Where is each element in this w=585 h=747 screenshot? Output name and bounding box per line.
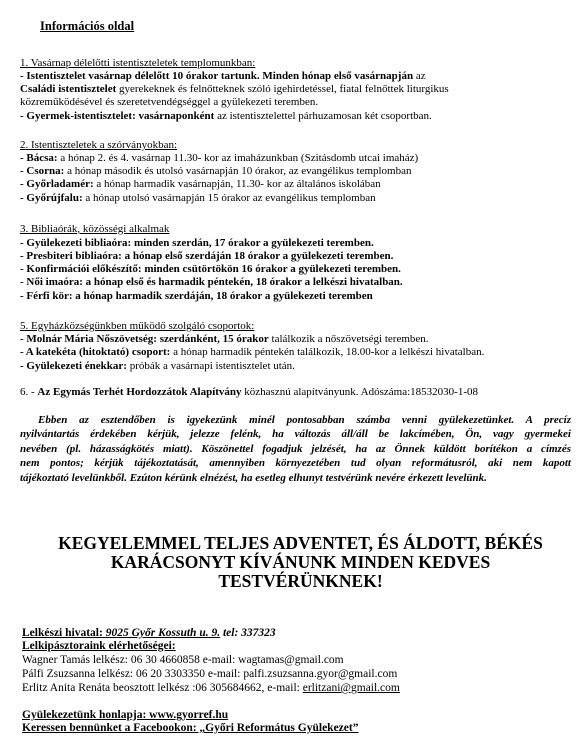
section-5-heading: 5. Egyházközségünkben működő szolgáló csoportok: (20, 320, 255, 332)
section-1-heading: 1. Vasárnap délelőtti istentiszteletek templomunkban: (20, 57, 256, 69)
group-name: - Gyülekezeti énekkar: (20, 360, 127, 372)
family-service-label: Családi istentisztelet (20, 83, 117, 95)
diaspora-text: a hónap harmadik vasárnapján, 11.30- kor az általános iskolában (93, 178, 381, 190)
group-text: a hónap harmadik péntekén találkozik, 18.00-kor a lelkészi hivatalban. (170, 346, 485, 358)
foundation-tax-number: közhasznú alapítványunk. Adószáma:18532030-1-08 (241, 386, 478, 398)
office-address: 9025 Győr Kossuth u. 9. (102, 627, 221, 639)
notice-line: nem pontos; kérjük tájékoztatását, amennyiben környezetében tud olyan reformátusról, aki nem kapott (20, 457, 571, 469)
pastor-contact: Wagner Tamás lelkész: 06 30 4660858 e-mail: wagtamas@gmail.com (22, 654, 344, 666)
notice-line: nevében (pl. házasságkötés miatt). Köszönettel fogadjuk jelzését, ha az Önnek küldött borítékon a címzés (20, 443, 571, 455)
office-label: Lelkészi hivatal: (22, 627, 103, 639)
diaspora-item (20, 152, 571, 164)
foundation-line (20, 386, 571, 398)
pastor-contact: Pálfi Zsuzsanna lelkész: 06 20 3303350 e-mail: palfi.zsuzsanna.gyor@gmail.com (22, 668, 398, 680)
foundation-number: 6. - (20, 386, 38, 398)
diaspora-text: a hónap utolsó vasárnapján 15 órakor az evangélikus templomban (82, 192, 376, 204)
diaspora-item (20, 192, 571, 204)
greeting-line-2: KARÁCSONYT KÍVÁNUNK MINDEN KEDVES (110, 552, 491, 572)
section-1-line-3: közreműködésével és szeretetvendégséggel a gyülekezeti teremben. (20, 96, 319, 108)
section-1-line-2 (20, 83, 571, 95)
notice-line: nyilvántartás érdekében kérjük, jelezze felénk, ha változás áll/áll be lakcímében, Ön, vagy gyermekei (20, 428, 571, 440)
section-3-heading: 3. Bibliaórák, közösségi alkalmak (20, 223, 170, 235)
group-name: - A katekéta (hitoktató) csoport: (20, 346, 171, 358)
diaspora-place: - Bácsa: (20, 152, 58, 164)
section-1-line-4 (20, 110, 571, 122)
bible-study-item: - Konfirmációi előkészítő: minden csütörtökön 16 órakor a gyülekezeti teremben. (20, 263, 401, 275)
diaspora-place: - Csorna: (20, 165, 65, 177)
bible-study-item: - Presbiteri bibliaóra: a hónap első szerdáján 18 órakor a gyülekezeti teremben. (20, 250, 394, 262)
section-1-text-bold: - Istentisztelet vasárnap délelőtt 10 órakor tartunk. Minden hónap első vasárnapján (20, 70, 414, 82)
greeting-line-3: TESTVÉRÜNKNEK! (218, 571, 383, 591)
diaspora-text: a hónap 2. és 4. vasárnap 11.30- kor az imaházunkban (Szitásdomb utcai imaház) (57, 152, 419, 164)
diaspora-place: - Győrladamér: (20, 178, 94, 190)
group-text: találkozik a nőszövetségi teremben. (268, 333, 429, 345)
section-1-text: az (413, 70, 426, 82)
notice-line: Ebben az esztendőben is igyekezünk minél pontosabban számba venni gyülekezetünket. A precíz (38, 414, 571, 426)
group-text: próbák a vasárnapi istentisztelet után. (126, 360, 295, 372)
office-phone: tel: 337323 (220, 627, 276, 639)
pastor-contact (22, 682, 571, 695)
greeting-line-1: KEGYELEMMEL TELJES ADVENTET, ÉS ÁLDOTT, BÉKÉS (58, 533, 543, 553)
diaspora-text: a hónap második és utolsó vasárnapján 10 órakor, az evangélikus templomban (64, 165, 412, 177)
children-service-label: - Gyermek-istentisztelet: vasárnaponként (20, 110, 215, 122)
website-line[interactable]: Gyülekezetünk honlapja: www.gyorref.hu (22, 709, 229, 721)
page-title: Információs oldal (40, 19, 135, 33)
pastors-heading: Lelkipásztoraink elérhetőségei: (22, 640, 176, 652)
family-service-text: gyerekeknek és felnőtteknek szóló igehirdetéssel, fiatal felnőttek liturgikus (116, 83, 449, 95)
office-line (22, 627, 571, 640)
notice-line: tájékoztató levelünkből. Ezúton kérünk elnézést, ha esetleg elhunyt testvérünk nevére érkezett levelünk. (20, 472, 487, 484)
bible-study-item: - Gyülekezeti bibliaóra: minden szerdán, 17 órakor a gyülekezeti teremben. (20, 237, 374, 249)
diaspora-item (20, 178, 571, 190)
group-item (20, 333, 571, 345)
diaspora-item (20, 165, 571, 177)
group-item (20, 346, 571, 358)
facebook-line[interactable]: Keressen bennünket a Facebookon: „Győri Református Gyülekezet” (22, 722, 359, 734)
children-service-text: az istentisztelettel párhuzamosan két csoportban. (214, 110, 432, 122)
section-1-line-1 (20, 70, 571, 82)
group-name: - Molnár Mária Nőszövetség: szerdánként, 15 órakor (20, 333, 269, 345)
email-link[interactable]: erlitzani@gmail.com (302, 682, 400, 694)
foundation-name: Az Egymás Terhét Hordozzátok Alapítvány (37, 386, 242, 398)
bible-study-item: - Női imaóra: a hónap első és harmadik péntekén, 18 órakor a lelkészi hivatalban. (20, 276, 403, 288)
group-item (20, 360, 571, 372)
diaspora-place: - Győrújfalu: (20, 192, 83, 204)
section-2-heading: 2. Istentiszteletek a szórványokban: (20, 139, 178, 151)
bible-study-item: - Férfi kör: a hónap harmadik szerdáján, 18 órakor a gyülekezeti teremben (20, 290, 373, 302)
pastor-contact-text: Erlitz Anita Renáta beosztott lelkész :06 305684662, e-mail: (22, 682, 303, 694)
